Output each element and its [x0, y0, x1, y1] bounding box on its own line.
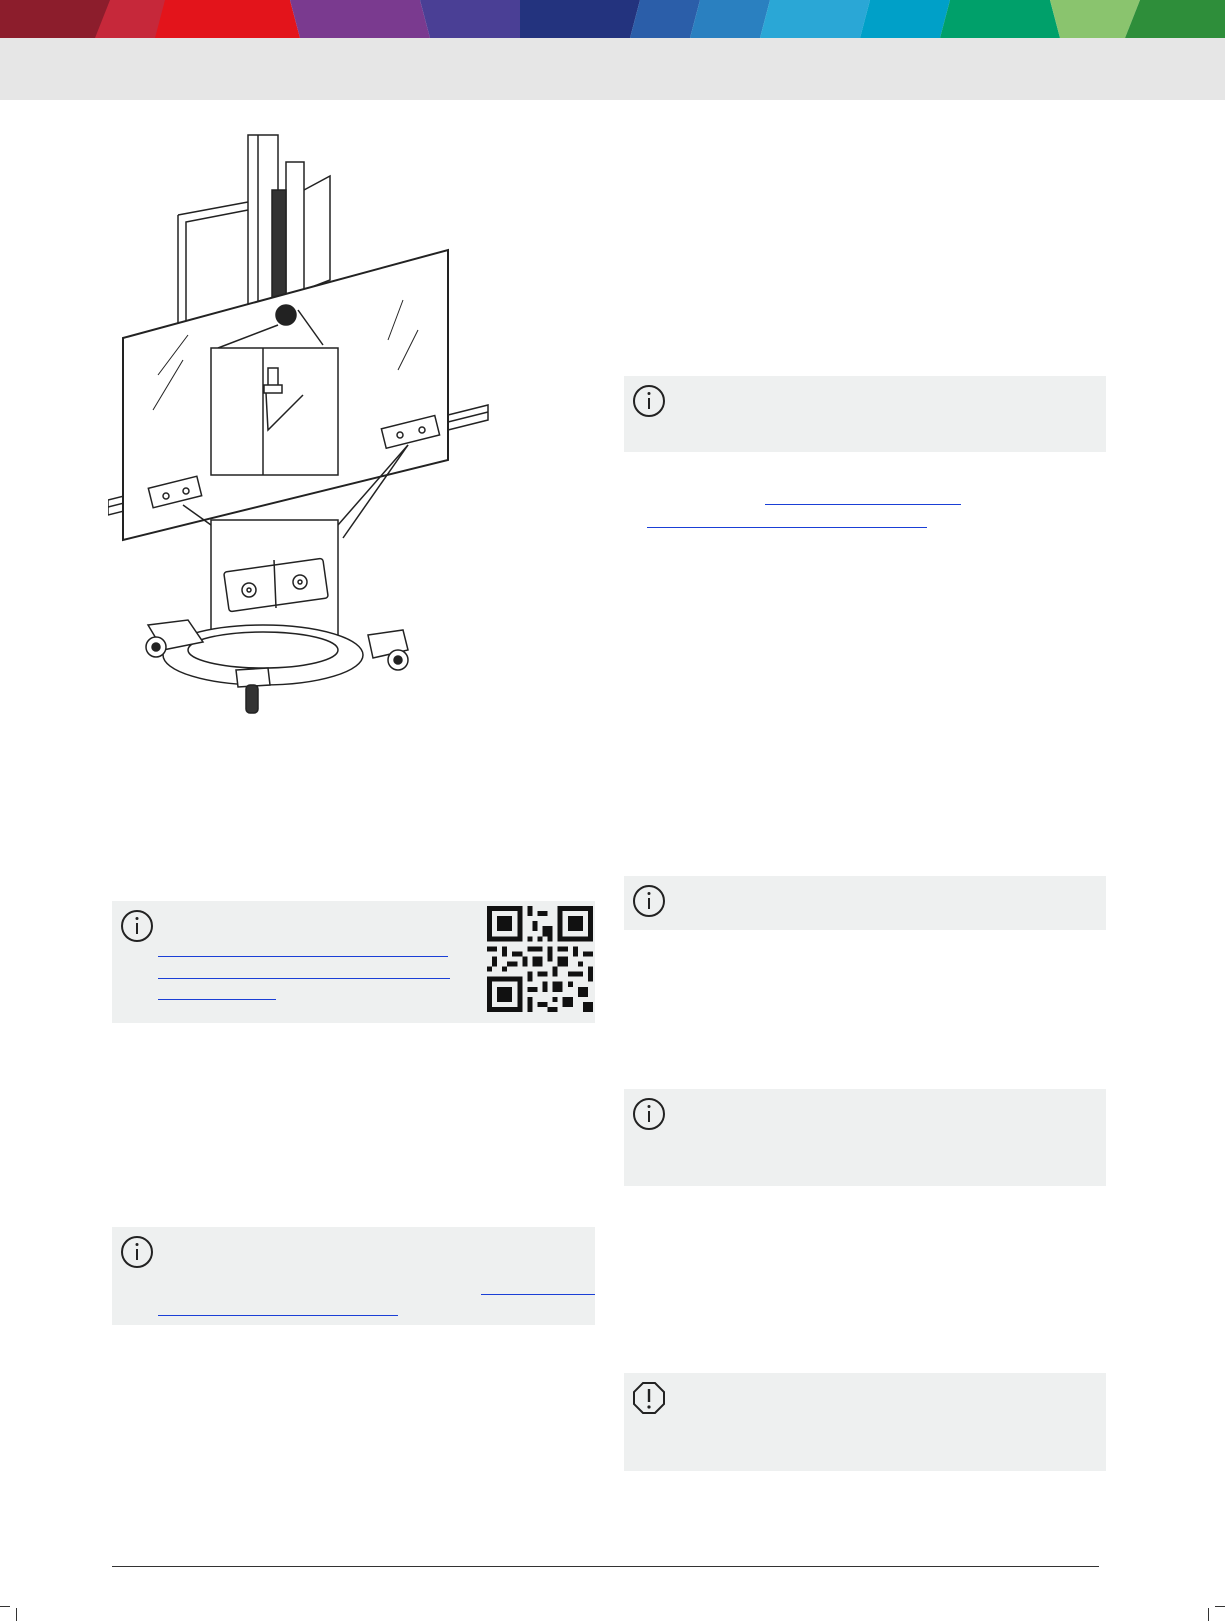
info-note — [112, 1227, 595, 1325]
crop-mark — [1215, 1606, 1225, 1607]
info-circle-icon — [632, 384, 666, 418]
header-color-band — [0, 0, 1225, 38]
body-link[interactable] — [647, 527, 927, 528]
info-link[interactable] — [158, 999, 276, 1000]
info-circle-icon — [632, 1097, 666, 1131]
warning-note — [624, 1373, 1106, 1471]
color-band-graphic — [0, 0, 1225, 38]
info-circle-icon — [120, 1235, 154, 1269]
info-note-qr — [112, 901, 595, 1023]
info-link[interactable] — [158, 1315, 398, 1316]
crop-mark — [16, 1608, 17, 1621]
qr-code-icon[interactable] — [487, 906, 593, 1012]
info-circle-icon — [632, 884, 666, 918]
info-link[interactable] — [158, 978, 450, 979]
info-note — [624, 1089, 1106, 1186]
exclamation-hexagon-icon — [632, 1381, 666, 1415]
info-note — [624, 876, 1106, 930]
crop-mark — [0, 1606, 10, 1607]
info-link[interactable] — [158, 956, 448, 957]
header-bar — [0, 38, 1225, 100]
monitor-stand-illustration — [108, 130, 498, 750]
info-note — [624, 376, 1106, 452]
info-link[interactable] — [481, 1294, 595, 1295]
info-circle-icon — [120, 909, 154, 943]
crop-mark — [1208, 1608, 1209, 1621]
body-link[interactable] — [765, 504, 961, 505]
footer-rule — [112, 1566, 1099, 1567]
